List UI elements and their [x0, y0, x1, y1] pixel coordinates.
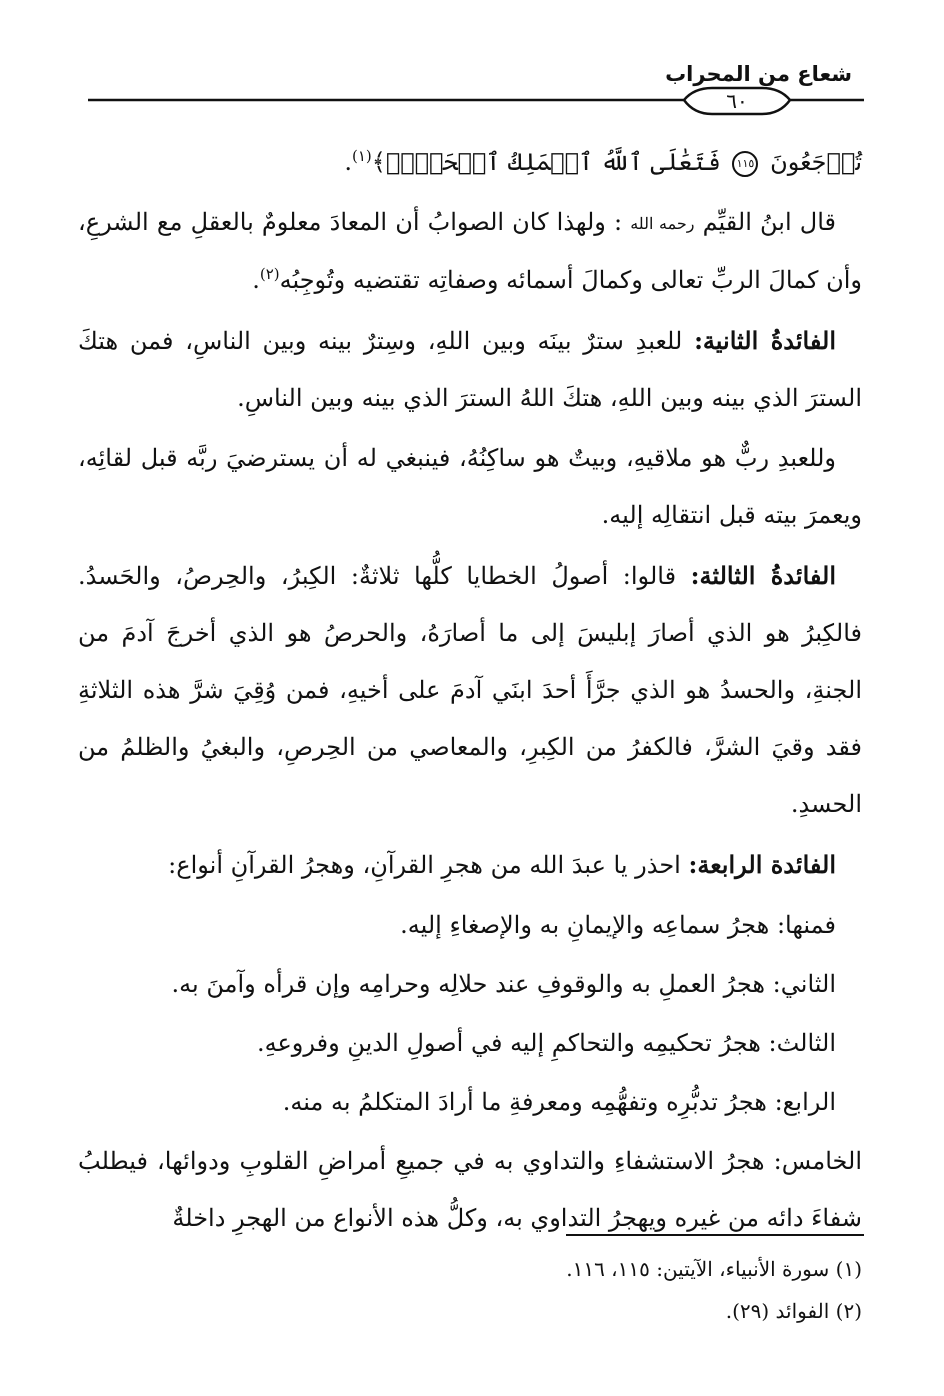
quote-end-mark: . — [252, 266, 260, 294]
paragraph-third-benefit — [78, 547, 862, 833]
list-item-first: فمنها: هجرُ سماعِه والإيمانِ به والإصغاءِ إليه. — [400, 911, 836, 939]
paragraph-text: وللعبدِ ربٌّ هو ملاقيهِ، وبيتٌ هو ساكِنُهُ، فينبغي له أن يسترضيَ ربَّه قبل لقائِه، ويعمرَ بيته قبل انتقالِه إليه. — [78, 444, 862, 529]
verse-line — [78, 134, 862, 191]
running-title: شعاع من المحراب — [665, 62, 852, 86]
footnote-ref-2: (٢) — [259, 265, 280, 283]
main-text — [78, 134, 862, 1250]
paragraph-second-benefit — [78, 312, 862, 427]
quote-text: : ولهذا كان الصوابُ أن المعادَ معلومٌ بالعقلِ مع الشرعِ، وأن كمالَ الربِّ تعالى وكمالَ أسمائه وصفاتِه تقتضيه وتُوجِبُه — [78, 208, 862, 294]
paragraph-text: احذر يا عبدَ الله من هجرِ القرآنِ، وهجرُ القرآنِ أنواع: — [168, 851, 681, 879]
section-heading-third: الفائدةُ الثالثة: — [690, 561, 837, 590]
verse-text-end: فَتَعَٰلَى ٱللَّهُ ٱلۡمَلِكُ ٱلۡحَقُّۖ﴾ — [371, 148, 721, 176]
footnote-ref-1: (١) — [351, 147, 372, 165]
list-item-third: الثالث: هجرُ تحكيمِه والتحاكمِ إليه في أصولِ الدينِ وفروعهِ. — [256, 1029, 836, 1057]
honorific-glyph: رحمه الله — [630, 214, 695, 233]
section-heading-second: الفائدةُ الثانية: — [694, 326, 836, 355]
section-heading-fourth: الفائدة الرابعة: — [688, 850, 836, 879]
paragraph-text: الخامس: هجرُ الاستشفاءِ والتداوي به في جميعِ أمراضِ القلوبِ ودوائها، فيطلبُ شفاءَ دائه من غيره ويهجرُ التداوي به، وكلُّ هذه الأنواع من الهجرِ داخلةٌ — [78, 1147, 862, 1232]
footnote-separator — [566, 1234, 864, 1236]
list-item-fourth: الرابع: هجرُ تدبُّرِه وتفهُّمِه ومعرفةِ ما أرادَ المتكلمُ به منه. — [282, 1088, 836, 1116]
paragraph-fourth-benefit — [78, 836, 862, 894]
footnote-1: (١) سورة الأنبياء، الآيتين: ١١٥، ١١٦. — [566, 1257, 862, 1281]
footnotes — [78, 1248, 862, 1332]
paragraph-text: قالوا: أصولُ الخطايا كلُّها ثلاثةٌ: الكِبرُ، والحِرصُ، والحَسدُ. فالكِبرُ هو الذي أصارَ إبليسَ إلى ما أصارَهُ، والحرصُ هو الذي أخرجَ آدمَ من الجنةِ، والحسدُ هو الذي جرَّأَ أحدَ ابنَي آدمَ على أخيهِ، فمن وُقِيَ شرَّ هذه الثلاثةِ فقد وقيَ الشرَّ، فالكفرُ من الكِبرِ، والمعاصي من الحِرصِ، والبغيُ والظلمُ من الحسدِ. — [78, 562, 862, 818]
paragraph-text: للعبدِ سترٌ بينَه وبين اللهِ، وسِترٌ بينه وبين الناسِ، فمن هتكَ السترَ الذي بينه وبين اللهِ، هتكَ اللهُ السترَ الذي بينه وبين الناسِ. — [78, 327, 862, 412]
quote-intro: قال ابنُ القيِّم — [702, 208, 836, 236]
footnote-2: (٢) الفوائد (٢٩). — [725, 1299, 862, 1323]
page-number: ٦٠ — [726, 89, 748, 113]
verse-text-start: تُرۡجَعُونَ — [770, 148, 862, 176]
verse-end-mark: . — [344, 148, 352, 176]
list-item-second: الثاني: هجرُ العملِ به والوقوفِ عند حلالِه وحرامِه وإن قرأه وآمنَ به. — [171, 970, 836, 998]
paragraph-lord-and-house — [78, 430, 862, 544]
paragraph-fifth-type — [78, 1133, 862, 1247]
ayah-number-marker: ١١٥ — [732, 151, 758, 177]
paragraph-ibn-qayyim — [78, 194, 862, 309]
